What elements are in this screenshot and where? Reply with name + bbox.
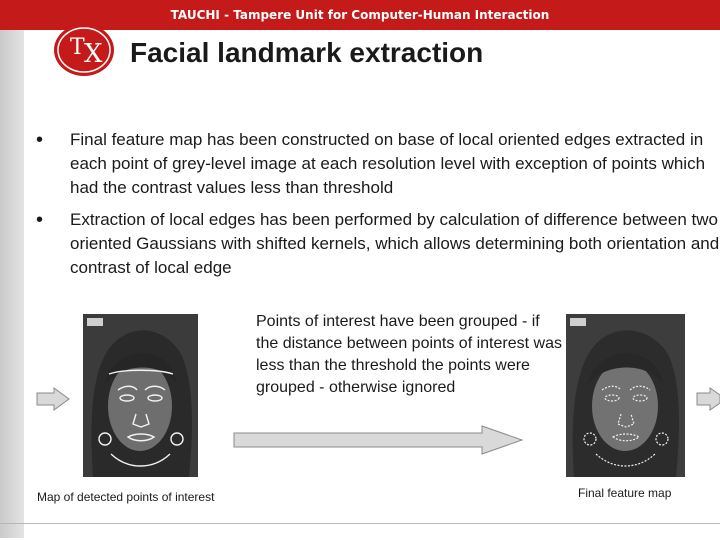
- grouping-annotation: Points of interest have been grouped - if the distance between points of interest was less than the threshold the points were grouped - otherwise ignored: [256, 313, 562, 396]
- tauchi-logo: [50, 22, 118, 78]
- points-of-interest-image: [83, 314, 198, 477]
- caption-right: Final feature map: [578, 486, 672, 500]
- process-arrow-icon: [232, 424, 524, 456]
- banner-text: TAUCHI - Tampere Unit for Computer-Human Interaction: [170, 8, 550, 22]
- input-arrow-icon: [36, 387, 70, 411]
- caption-left: Map of detected points of interest: [37, 490, 215, 504]
- svg-text:X: X: [84, 39, 103, 69]
- bullet-text: Final feature map has been constructed on base of local oriented edges extracted in each point of grey-level image at each resolution level with exception of points which had the contrast values less than threshold: [70, 130, 706, 197]
- left-decor-strip: [0, 30, 24, 538]
- slide-title: Facial landmark extraction: [130, 37, 484, 68]
- bullet-item: [30, 208, 720, 280]
- bullet-dot-icon: •: [36, 129, 44, 151]
- output-arrow-icon: [696, 387, 720, 411]
- svg-text:T: T: [70, 35, 85, 60]
- bottom-divider: [0, 523, 720, 524]
- bullet-item: [30, 128, 720, 200]
- bullet-dot-icon: •: [36, 209, 44, 231]
- bullet-text: Extraction of local edges has been performed by calculation of difference between two oriented Gaussians with shifted kernels, which allows determining both orientation and contrast of local edge: [70, 210, 720, 277]
- final-feature-map-image: [566, 314, 685, 477]
- bullet-list: [30, 128, 720, 280]
